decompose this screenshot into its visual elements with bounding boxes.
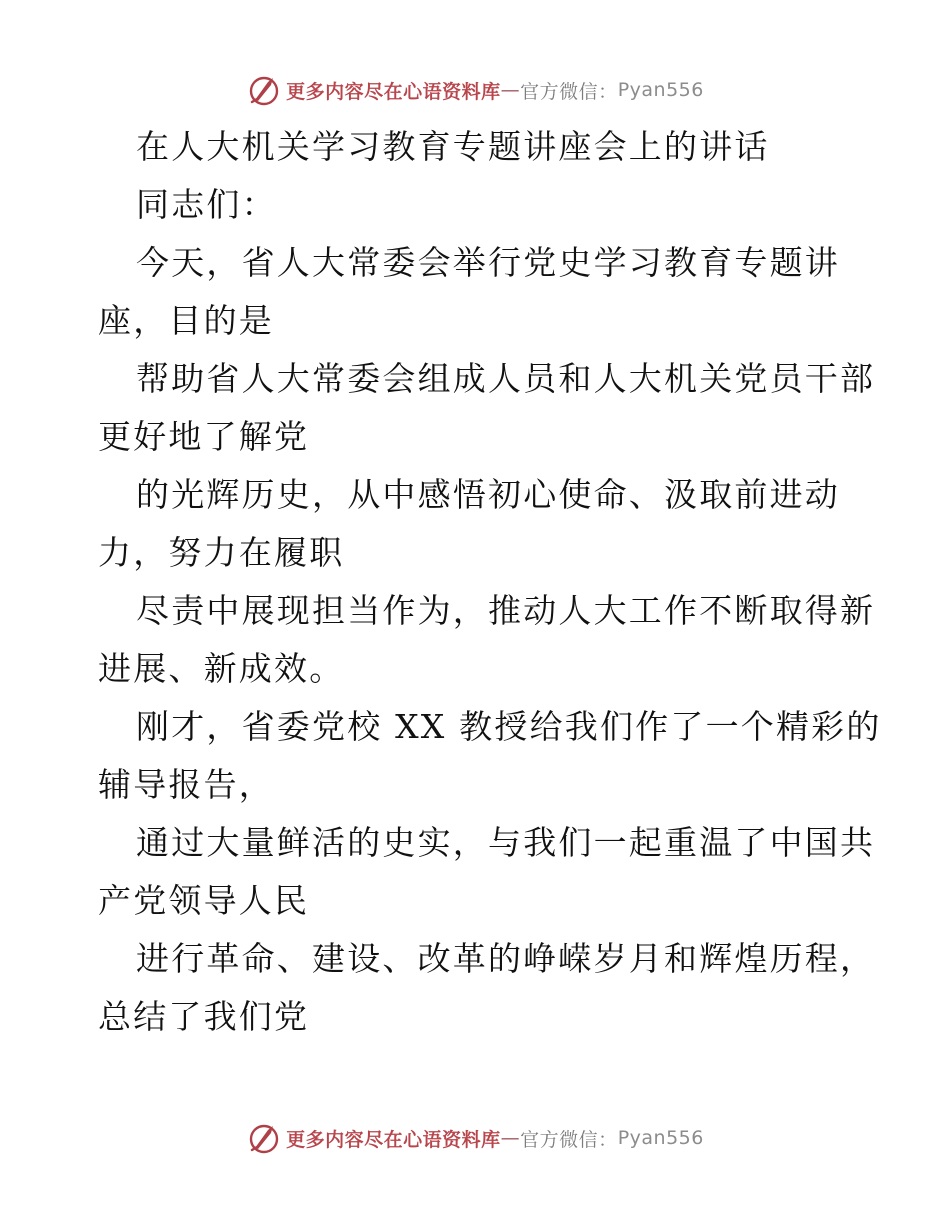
banner-site-name: 更多内容尽在心语资料库 bbox=[286, 1128, 501, 1151]
text-line: 辅导报告， bbox=[98, 765, 274, 804]
text-line: 更好地了解党 bbox=[98, 417, 310, 456]
banner-wechat-id: Pyan556 bbox=[617, 1127, 704, 1149]
text-line: 的光辉历史，从中感悟初心使命、汲取前进动 bbox=[136, 475, 840, 514]
banner-wechat-label: 官方微信： bbox=[520, 80, 618, 103]
header-banner bbox=[0, 70, 950, 110]
footer-banner bbox=[0, 1118, 950, 1158]
quill-pen-logo-icon bbox=[246, 1120, 282, 1156]
document-title: 在人大机关学习教育专题讲座会上的讲话 bbox=[136, 127, 770, 166]
text-line: 帮助省人大常委会组成人员和人大机关党员干部 bbox=[136, 359, 876, 398]
text-line: 刚才，省委党校 XX 教授给我们作了一个精彩的 bbox=[136, 707, 882, 746]
banner-wechat-label: 官方微信： bbox=[520, 1128, 618, 1151]
document-body bbox=[98, 118, 882, 1046]
banner-separator: — bbox=[500, 79, 521, 101]
text-line: 通过大量鲜活的史实，与我们一起重温了中国共 bbox=[136, 823, 876, 862]
text-line: 尽责中展现担当作为，推动人大工作不断取得新 bbox=[136, 591, 876, 630]
banner-site-name: 更多内容尽在心语资料库 bbox=[286, 80, 501, 103]
salutation: 同志们： bbox=[136, 185, 277, 224]
banner-separator: — bbox=[500, 1127, 521, 1149]
text-line: 进展、新成效。 bbox=[98, 649, 345, 688]
text-line: 总结了我们党 bbox=[98, 997, 310, 1036]
text-line: 力，努力在履职 bbox=[98, 533, 345, 572]
text-line: 今天，省人大常委会举行党史学习教育专题讲 bbox=[136, 243, 840, 282]
text-line: 产党领导人民 bbox=[98, 881, 310, 920]
banner-wechat-id: Pyan556 bbox=[617, 79, 704, 101]
text-line: 座，目的是 bbox=[98, 301, 274, 340]
text-line: 进行革命、建设、改革的峥嵘岁月和辉煌历程， bbox=[136, 939, 876, 978]
quill-pen-logo-icon bbox=[246, 72, 282, 108]
